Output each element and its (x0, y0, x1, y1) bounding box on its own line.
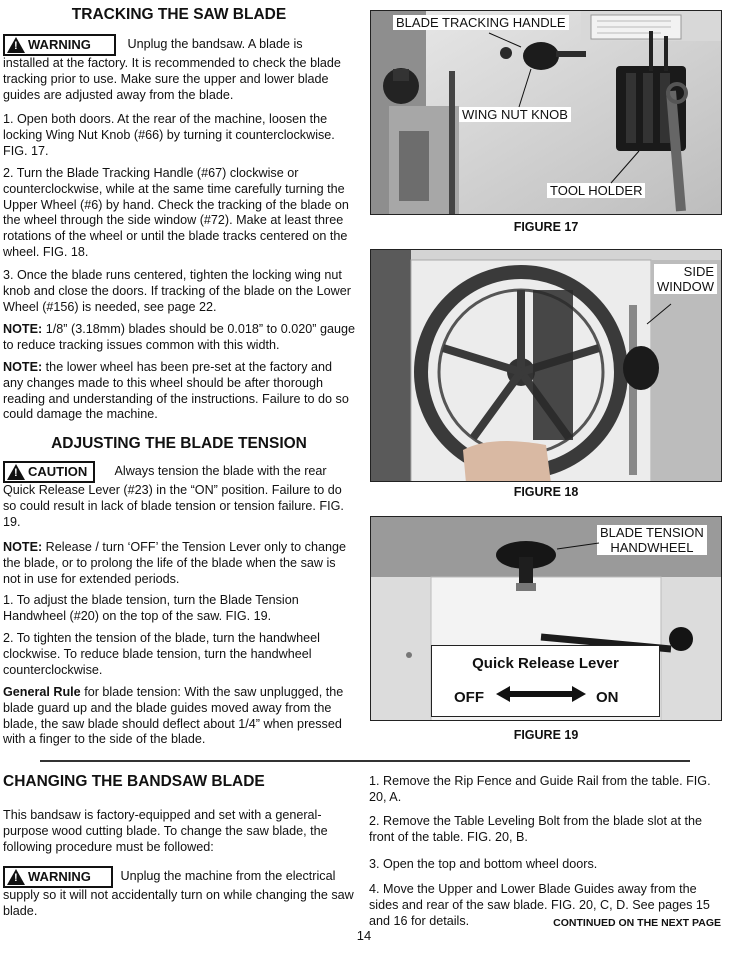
page-number: 14 (356, 928, 372, 943)
changing-intro: This bandsaw is factory-equipped and set with a general-purpose wood cutting blade. To change the saw blade, the following procedure must be followed: (3, 808, 328, 854)
changing-step-4: 4. Move the Upper and Lower Blade Guides away from the sides and rear of the saw blade. FIG. 20, C, D. See pages 15 and 16 for details. (369, 882, 710, 928)
warning-triangle-icon (7, 37, 25, 53)
tracking-intro (3, 34, 355, 103)
changing-step-2: 2. Remove the Table Leveling Bolt from the blade slot at the front of the table. FIG. 20, B. (369, 814, 703, 844)
figure-17-label-tracking-handle: BLADE TRACKING HANDLE (393, 15, 569, 30)
tracking-intro-first: Unplug the bandsaw. A blade is (127, 37, 303, 52)
note-tension-lever: NOTE: Release / turn ‘OFF’ the Tension Lever only to change the blade, or to prolong the life of the blade when the saw is not in use for extended periods. (3, 540, 347, 586)
section-divider (40, 760, 690, 762)
quick-release-off-label: OFF (454, 689, 484, 706)
tracking-step-2: 2. Turn the Blade Tracking Handle (#67) clockwise or counterclockwise, while at the same time carefully turning the Upper Wheel (#6) by hand. Check the tracking of the blade on the wheel through the side window (#72). Make at least three rotations of the wheel or until the blade tracks centered on the wheel. FIG. 18. (3, 166, 349, 259)
quick-release-on-label: ON (596, 689, 619, 706)
warning-badge-bottom: ! WARNING (3, 866, 113, 888)
changing-warning (3, 866, 355, 920)
figure-17-label-wing-nut: WING NUT KNOB (459, 107, 571, 122)
figure-18-label-side: SIDE (683, 264, 714, 279)
tracking-intro-rest: installed at the factory. It is recommended to check the blade tracking prior to use. Make sure the upper and lower blade guides are adjusted away from the blade. (3, 56, 341, 102)
figure-17-photo (370, 10, 722, 215)
tracking-step-3: 3. Once the blade runs centered, tighten the locking wing nut knob and close the doors. If tracking of the blade on the Lower Wheel (#156) is needed, see page 22. (3, 268, 351, 314)
figure-17-leader-lines (371, 11, 722, 215)
warning-badge: ! WARNING (3, 34, 116, 56)
changing-warning-rest: supply so it will not accidentally turn on while changing the saw blade. (3, 888, 354, 918)
figure-18-label-window: WINDOW (656, 279, 714, 294)
figure-18-leader-lines (371, 250, 722, 482)
figure-19-caption: FIGURE 19 (513, 728, 579, 742)
caution-paragraph (3, 461, 355, 530)
tension-step-2: 2. To tighten the tension of the blade, turn the handwheel clockwise. To reduce blade tension, turn the handwheel counterclockwise. (3, 631, 320, 677)
figure-19-label-tension-1: BLADE TENSION (600, 525, 704, 540)
figure-19-label-tension-2: HANDWHEEL (610, 540, 694, 555)
double-arrow-icon (496, 684, 586, 704)
quick-release-lever-callout (431, 645, 660, 717)
figure-17-label-tool-holder: TOOL HOLDER (547, 183, 645, 198)
caution-triangle-icon (7, 464, 25, 480)
continued-note: CONTINUED ON THE NEXT PAGE (540, 916, 721, 932)
changing-warning-first: Unplug the machine from the electrical (120, 869, 336, 884)
quick-release-title: Quick Release Lever (472, 655, 619, 672)
changing-title: CHANGING THE BANDSAW BLADE (3, 773, 265, 790)
figure-17-caption: FIGURE 17 (513, 220, 579, 234)
caution-rest: Quick Release Lever (#23) in the “ON” position. Failure to do so could result in lack of blade tension or tension failure. FIG. 19. (3, 483, 344, 529)
caution-first: Always tension the blade with the rear (114, 464, 327, 479)
changing-step-3: 3. Open the top and bottom wheel doors. (369, 857, 598, 871)
figure-19-photo (370, 516, 722, 721)
changing-step-1: 1. Remove the Rip Fence and Guide Rail from the table. FIG. 20, A. (369, 774, 711, 804)
warning-triangle-icon-bottom (7, 869, 25, 885)
tracking-title: TRACKING THE SAW BLADE (71, 6, 287, 23)
caution-badge: ! CAUTION (3, 461, 95, 483)
general-rule: General Rule for blade tension: With the saw unplugged, the blade guard up and the blade guides moved away from the blade, the saw blade should deflect about 1/4” when pressed with a finger to the side of the blade. (3, 685, 344, 747)
note-blade-gauge: NOTE: 1/8” (3.18mm) blades should be 0.018” to 0.020” gauge to reduce tracking issues common with this width. (3, 322, 355, 352)
note-lower-wheel: NOTE: the lower wheel has been pre-set at the factory and any changes made to this wheel should be after thorough reading and understanding of the instructions. Failure to do so could damage the machine. (3, 360, 349, 422)
figure-18-photo (370, 249, 722, 482)
tension-title: ADJUSTING THE BLADE TENSION (51, 435, 307, 452)
tension-step-1: 1. To adjust the blade tension, turn the Blade Tension Handwheel (#20) on the top of the saw. FIG. 19. (3, 593, 299, 623)
tracking-step-1: 1. Open both doors. At the rear of the machine, loosen the locking Wing Nut Knob (#66) by turning it counterclockwise. FIG. 17. (3, 112, 335, 158)
figure-18-caption: FIGURE 18 (513, 485, 579, 499)
